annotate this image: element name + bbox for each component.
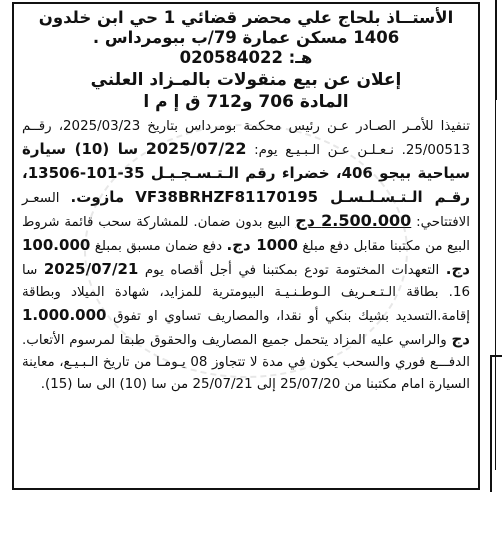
auction-notice (12, 2, 480, 490)
conditions-text: البيع بدون ضمان. للمشاركة سحب قائمة شروط البيع من مكتبنا مقابل دفع مبلغ (22, 215, 470, 254)
sale-date: 2025/07/22 (145, 139, 247, 158)
notice-title: إعلان عن بيع منقولات بالمـزاد العلني (90, 70, 402, 90)
fuel-type: مازوت. (70, 188, 125, 206)
bailiff-address: 1406 مسكن عمارة 79/ب ببومرداس . (92, 28, 400, 47)
legal-articles: المادة 706 و712 ق إ م ا (143, 92, 349, 112)
payment-threshold: 1.000.000 دج (22, 306, 470, 348)
deposit-amount: 100.000 دج. (22, 236, 470, 278)
bailiff-name: الأستــاذ بلحاج علي محضر قضائي 1 حي ابن خلدون (38, 8, 454, 27)
vehicle-description: سا (10) سيارة سياحية بيجو 406، خضراء رقم الـتـسـجـيـل 35-101-13506، رقـم الـتـسـلـسـل VF38BRHZF81170195 (22, 140, 471, 206)
opening-price: 2.500.000 دج (295, 211, 412, 230)
adjacent-column-border (492, 0, 497, 100)
notice-body (22, 116, 470, 396)
adjacent-box-edge (490, 355, 502, 492)
deposit-label: دفع ضمان مسبق بمبلغ (90, 239, 223, 254)
closing-text: والراسي عليه المزاد يتحمل جميع المصاريف والحقوق طبقا لمرسوم الأتعاب. الدفـــع فوري والسحب يكون في مدة لا تتجاوز 08 يـومـا من تاريخ الـبـيـع، معاينة السيارة امام مكتبنا من 25/07/20 إلى 25/07/21 من سا (10) الى سا (15). (22, 333, 470, 392)
deadline-text: التعهدات المختومة تودع بمكتبنا في أجل أقصاه يوم (138, 263, 440, 278)
documents-text: سا 16. بطاقة الـتـعـريف الـوطـنـيـة البيومترية للمزايد، شهادة الميلاد وبطاقة إقامة.التسديد بشيك بنكي أو نقدا، والمصاريف تساوي او تفوق (22, 263, 470, 324)
bailiff-phone: هـ: 020584022 (179, 48, 313, 67)
order-paragraph: تنفيذا للأمـر الصـادر عـن رئيس محكمة بومرداس بتاريخ 2025/03/23، رقــم 25/00513. نـعـلـن عـن الـبـيـع يوم: (22, 119, 470, 158)
bid-deadline: 2025/07/21 (43, 260, 139, 278)
opening-price-label: السعـر الافتتاحي: (22, 191, 470, 230)
conditions-fee: 1000 دج. (226, 236, 298, 254)
